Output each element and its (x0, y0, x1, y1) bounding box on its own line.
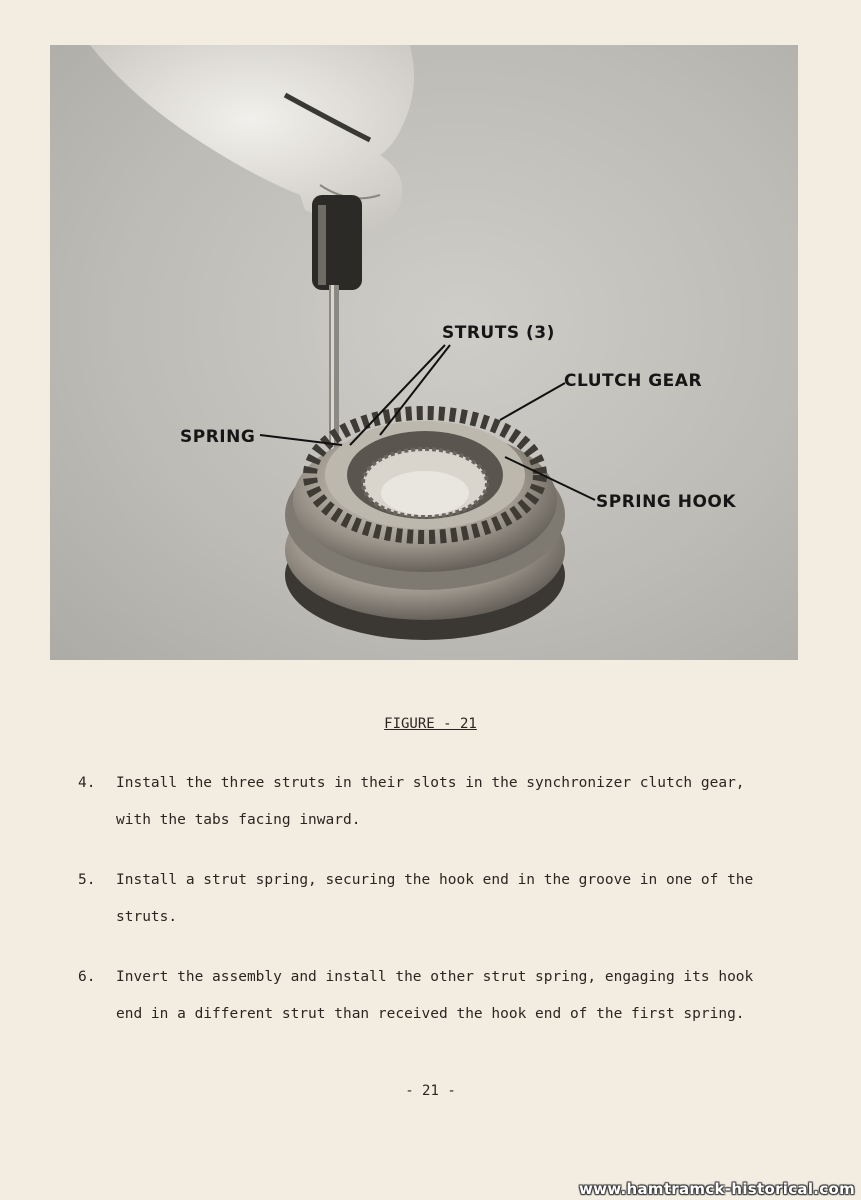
figure-photo (50, 45, 798, 660)
figure-caption (0, 716, 861, 732)
callout-spring-hook: SPRING HOOK (596, 492, 737, 512)
step-item (78, 862, 778, 936)
step-item (78, 765, 778, 839)
callout-clutch-gear: CLUTCH GEAR (564, 371, 703, 391)
synchronizer-illustration (50, 45, 798, 660)
step-text: Install a strut spring, securing the hook end in the groove in one of the struts. (116, 872, 754, 925)
page-number: - 21 - (405, 1083, 456, 1099)
step-text: Install the three struts in their slots in the synchronizer clutch gear, with the tabs facing inward. (116, 775, 745, 828)
callout-spring: SPRING (180, 427, 256, 447)
step-item (78, 959, 778, 1033)
step-text: Invert the assembly and install the other strut spring, engaging its hook end in a different strut than received the hook end of the first spring. (116, 969, 754, 1022)
step-number: 5. (78, 872, 96, 888)
step-number: 4. (78, 775, 96, 791)
figure-caption-text: FIGURE - 21 (384, 716, 477, 732)
callout-struts: STRUTS (3) (442, 323, 555, 343)
step-number: 6. (78, 969, 96, 985)
watermark: www.hamtramck-historical.com (579, 1180, 855, 1198)
